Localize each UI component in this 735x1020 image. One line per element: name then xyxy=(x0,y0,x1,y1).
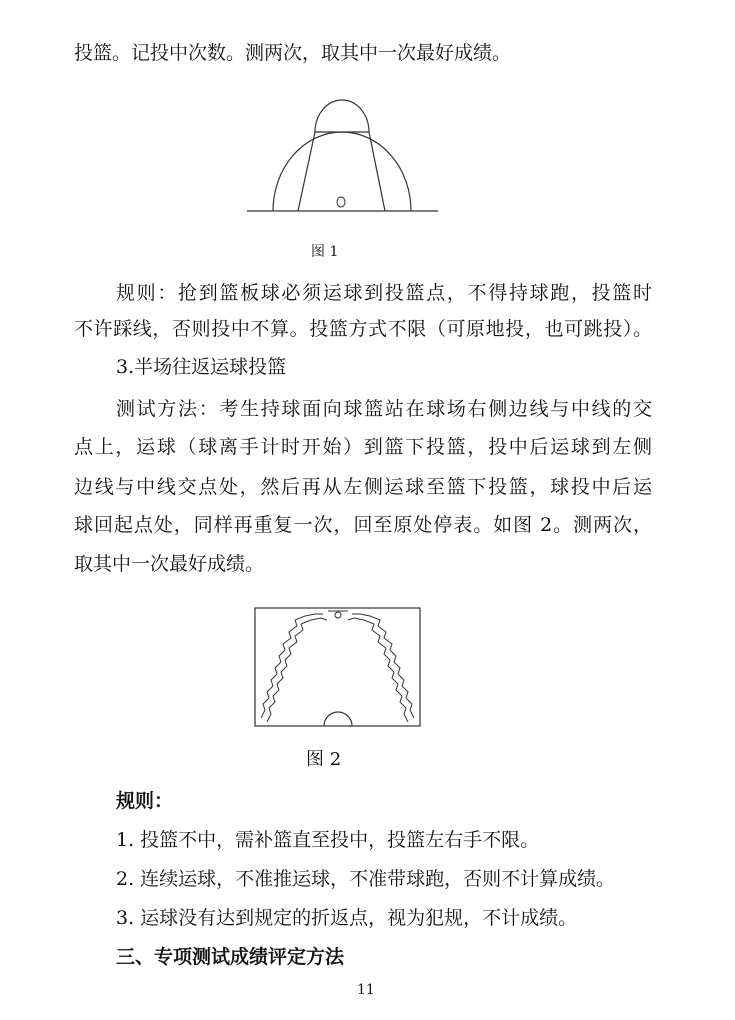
rule-item: 3. 运球没有达到规定的折返点，视为犯规，不计成绩。 xyxy=(116,907,578,929)
figure-2-diagram xyxy=(253,606,423,728)
text-line: 边线与中线交点处，然后再从左侧运球至篮下投篮，球投中后运 xyxy=(74,476,652,498)
figure-2-caption: 图 2 xyxy=(306,749,342,770)
figure-1-caption: 图 1 xyxy=(311,244,339,260)
text-line: 测试方法：考生持球面向球篮站在球场右侧边线与中线的交 xyxy=(116,398,652,420)
section-heading: 3.半场往返运球投篮 xyxy=(116,356,287,378)
figure-1-diagram xyxy=(245,92,440,217)
section-heading: 三、专项测试成绩评定方法 xyxy=(116,946,345,968)
rule-item: 1. 投篮不中，需补篮直至投中，投篮左右手不限。 xyxy=(116,829,540,851)
text-line: 球回起点处，同样再重复一次，回至原处停表。如图 2。测两次， xyxy=(74,514,652,536)
text-line: 投篮。记投中次数。测两次，取其中一次最好成绩。 xyxy=(74,42,512,64)
rules-heading: 规则： xyxy=(116,790,174,812)
text-line: 点上，运球（球离手计时开始）到篮下投篮，投中后运球到左侧 xyxy=(74,436,652,458)
text-line: 规则：抢到篮板球必须运球到投篮点，不得持球跑，投篮时 xyxy=(116,282,652,304)
page-number: 11 xyxy=(357,982,375,998)
rule-item: 2. 连续运球，不准推运球，不准带球跑，否则不计算成绩。 xyxy=(116,868,616,890)
text-line: 不许踩线，否则投中不算。投篮方式不限（可原地投，也可跳投）。 xyxy=(74,318,652,340)
text-line: 取其中一次最好成绩。 xyxy=(74,553,265,575)
